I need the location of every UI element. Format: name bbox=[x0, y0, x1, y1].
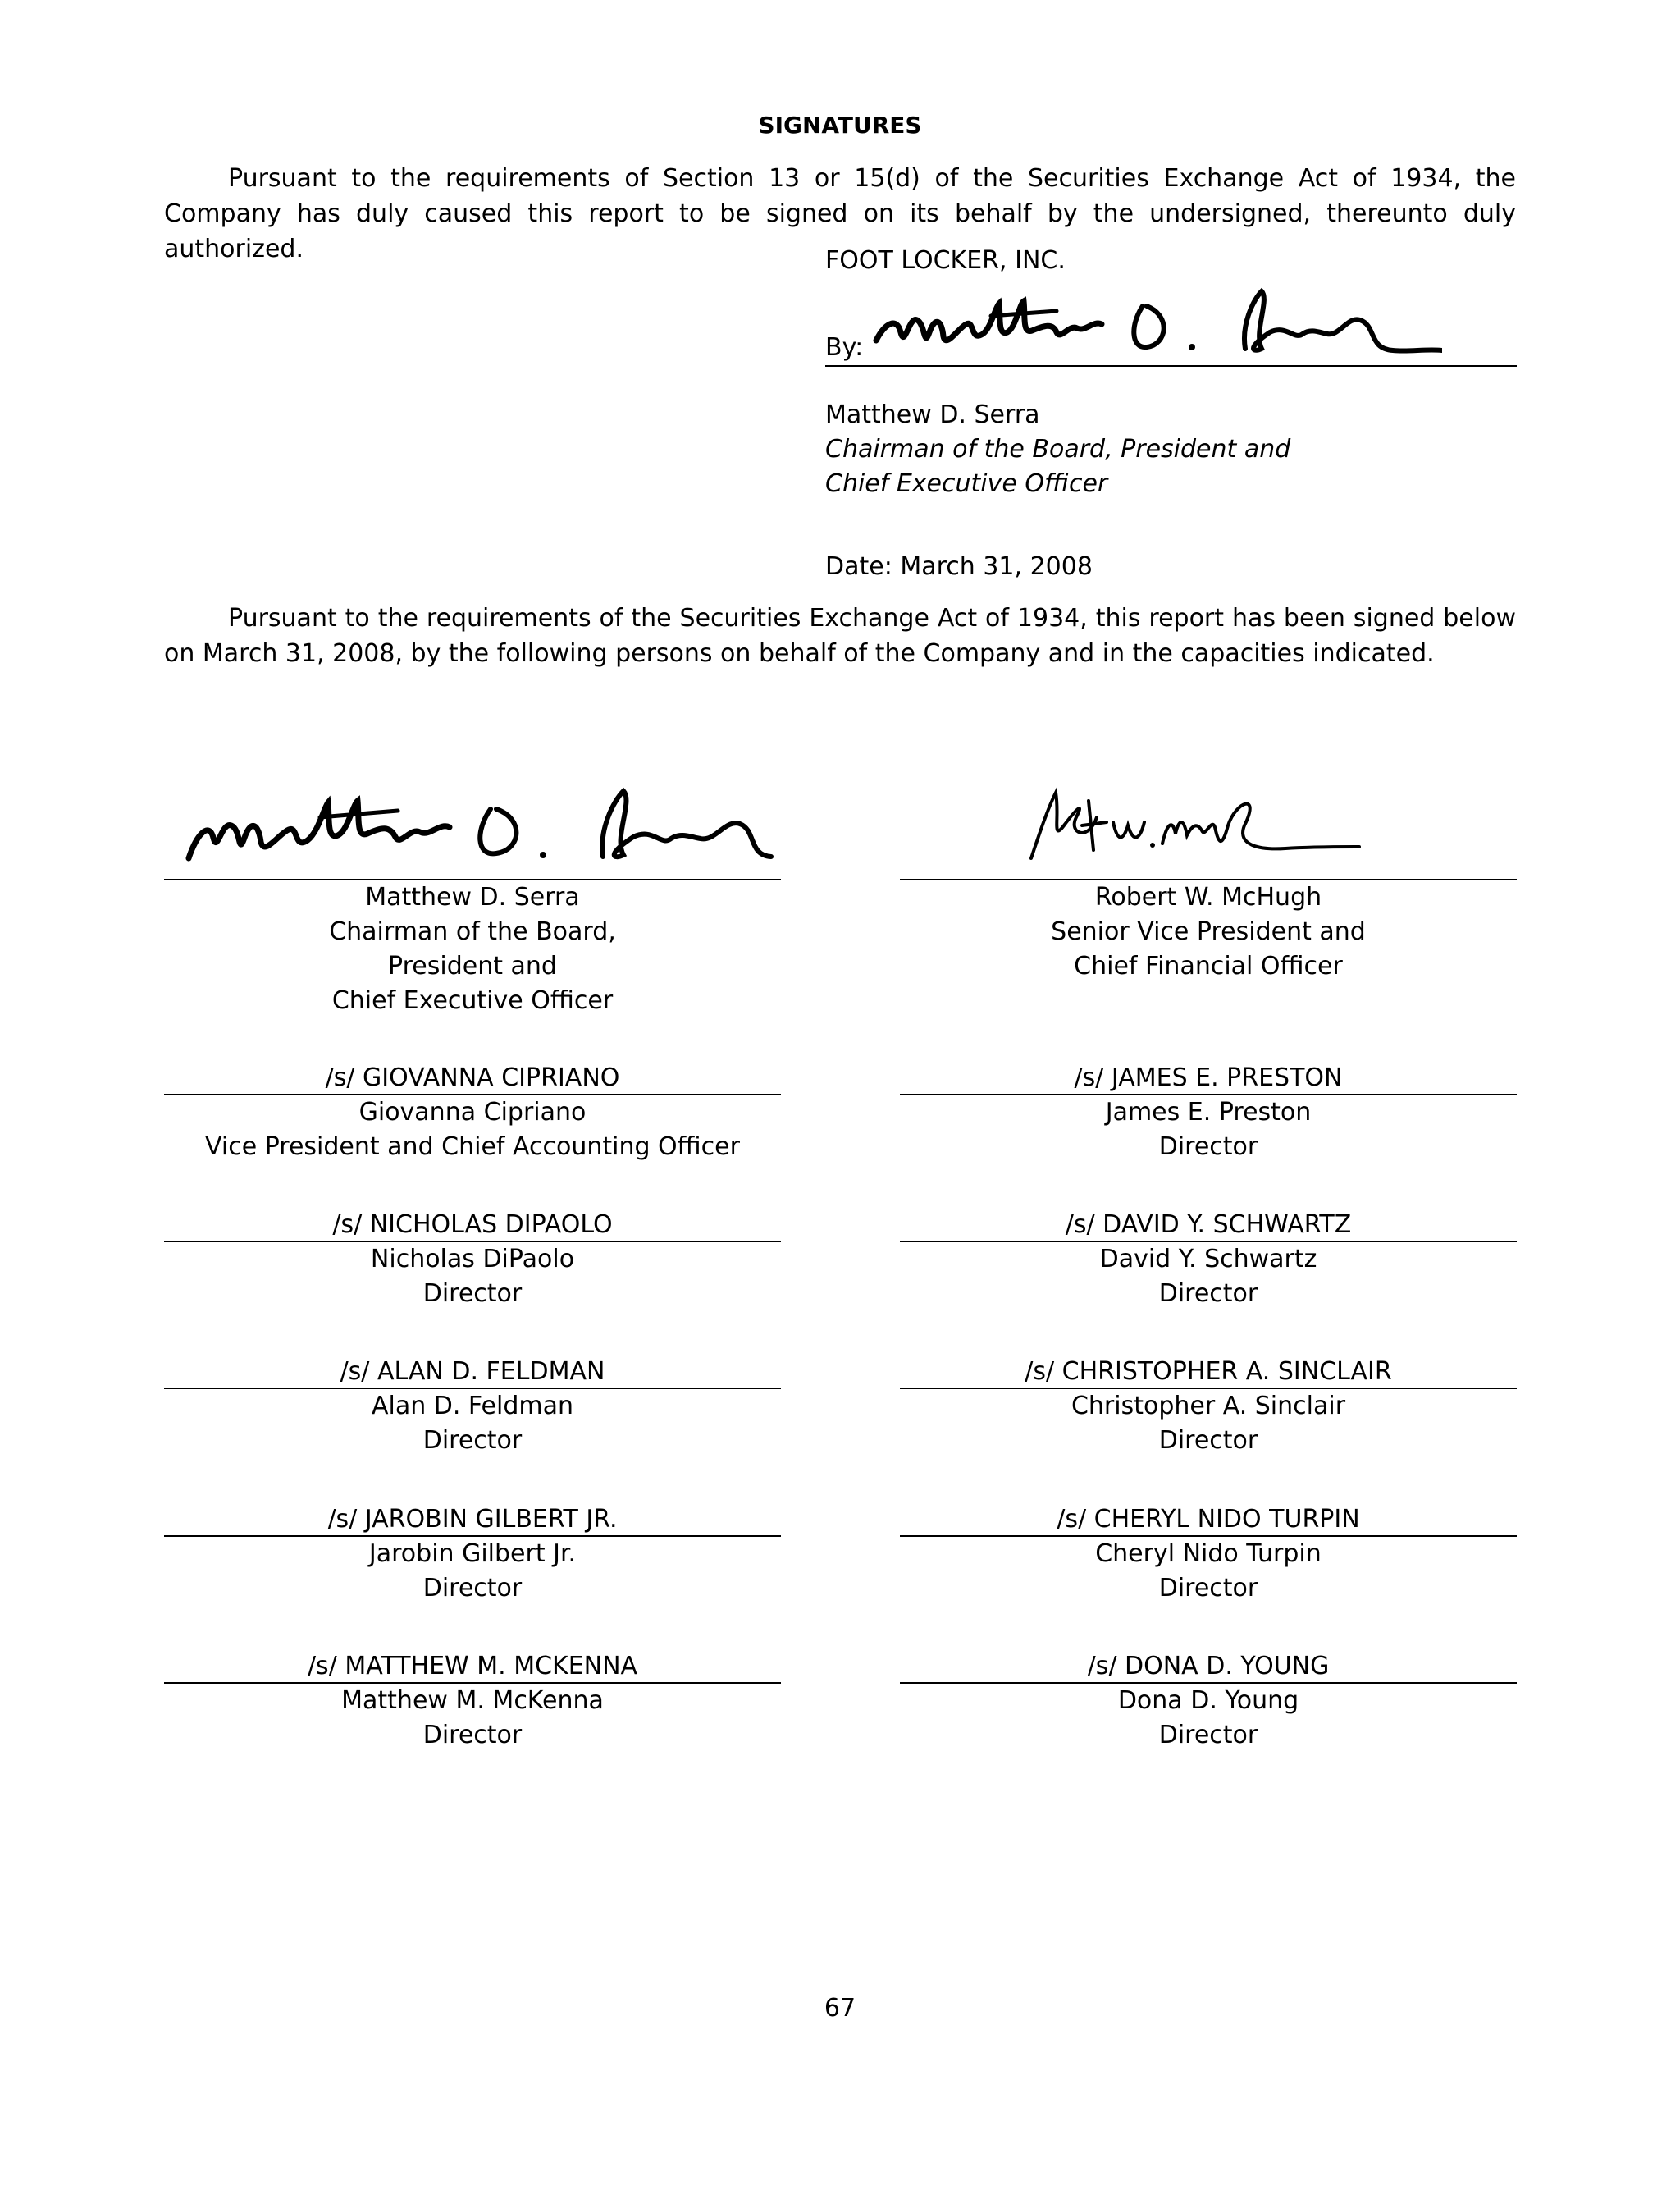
conformed-signature: /s/ MATTHEW M. MCKENNA bbox=[164, 1649, 781, 1684]
signer-title: Vice President and Chief Accounting Officer bbox=[205, 1132, 740, 1161]
signer-name: Giovanna Cipriano bbox=[358, 1098, 587, 1127]
signer-title: Director bbox=[1158, 1279, 1258, 1308]
signature-block bbox=[164, 1061, 781, 1164]
signature-image-serra bbox=[164, 768, 781, 879]
conformed-signature: /s/ ALAN D. FELDMAN bbox=[164, 1355, 781, 1389]
signer-name: Robert W. McHugh bbox=[1094, 883, 1322, 912]
signer-title: Director bbox=[1158, 1721, 1258, 1749]
signer-title: Director bbox=[1158, 1132, 1258, 1161]
signer-name: Jarobin Gilbert Jr. bbox=[368, 1539, 577, 1568]
by-signature-line bbox=[825, 283, 1517, 367]
authorization-paragraph: Pursuant to the requirements of Section 13 or 15(d) of the Securities Exchange Act of 1934, the Company has duly caused this report to be signed on its behalf by the undersigned, thereunto duly authorized. bbox=[164, 164, 1516, 263]
signer-title: Chairman of the Board, bbox=[329, 917, 616, 946]
signer-details bbox=[164, 880, 781, 1018]
signer-title: Director bbox=[422, 1721, 523, 1749]
conformed-signature: /s/ JAROBIN GILBERT JR. bbox=[164, 1502, 781, 1537]
conformed-signature: /s/ CHRISTOPHER A. SINCLAIR bbox=[900, 1355, 1517, 1389]
signature-block bbox=[900, 1502, 1517, 1606]
signer-title: Senior Vice President and bbox=[1051, 917, 1366, 946]
page-title: SIGNATURES bbox=[758, 112, 922, 139]
signer-title: Director bbox=[1158, 1574, 1258, 1602]
signature-block bbox=[164, 1649, 781, 1753]
conformed-signature: /s/ JAMES E. PRESTON bbox=[900, 1061, 1517, 1095]
conformed-signature: /s/ NICHOLAS DIPAOLO bbox=[164, 1208, 781, 1242]
signer-title: Chief Executive Officer bbox=[331, 986, 614, 1015]
signer-details bbox=[900, 880, 1517, 984]
page-number: 67 bbox=[824, 1994, 856, 2023]
signer-name: Matthew M. McKenna bbox=[341, 1686, 604, 1715]
conformed-signature: /s/ DONA D. YOUNG bbox=[900, 1649, 1517, 1684]
signature-block bbox=[164, 1208, 781, 1311]
capacities-paragraph: Pursuant to the requirements of the Securities Exchange Act of 1934, this report has been signed below on March 31, 2008, by the following persons on behalf of the Company and in the capacities indicated. bbox=[164, 604, 1516, 668]
signer-title: Director bbox=[1158, 1426, 1258, 1455]
signer-name: Matthew D. Serra bbox=[825, 400, 1040, 429]
signer-name: Matthew D. Serra bbox=[365, 883, 580, 912]
signer-name: Dona D. Young bbox=[1117, 1686, 1299, 1715]
signature-line bbox=[164, 768, 781, 880]
signer-name: Nicholas DiPaolo bbox=[370, 1245, 575, 1273]
signature-block-mchugh bbox=[900, 768, 1517, 984]
signer-title: Director bbox=[422, 1279, 523, 1308]
signature-line bbox=[900, 768, 1517, 880]
conformed-signature: /s/ CHERYL NIDO TURPIN bbox=[900, 1502, 1517, 1537]
signer-title-line2: Chief Executive Officer bbox=[825, 469, 1108, 498]
signer-name: Christopher A. Sinclair bbox=[1071, 1392, 1346, 1420]
signature-block bbox=[900, 1355, 1517, 1458]
signer-title-line1: Chairman of the Board, President and bbox=[825, 435, 1291, 464]
signature-block bbox=[164, 1355, 781, 1458]
signature-block bbox=[900, 1208, 1517, 1311]
signature-image-serra bbox=[868, 283, 1442, 365]
signer-name: Cheryl Nido Turpin bbox=[1095, 1539, 1322, 1568]
signer-name: James E. Preston bbox=[1105, 1098, 1312, 1127]
signer-title: President and bbox=[388, 952, 557, 981]
signature-block-serra bbox=[164, 768, 781, 1018]
signature-block bbox=[900, 1061, 1517, 1164]
signer-name: David Y. Schwartz bbox=[1099, 1245, 1317, 1273]
signature-image-mchugh bbox=[900, 768, 1517, 879]
conformed-signature: /s/ DAVID Y. SCHWARTZ bbox=[900, 1208, 1517, 1242]
company-name: FOOT LOCKER, INC. bbox=[825, 246, 1066, 275]
signer-title: Director bbox=[422, 1426, 523, 1455]
by-label: By: bbox=[825, 333, 864, 362]
signer-title: Director bbox=[422, 1574, 523, 1602]
signer-block bbox=[825, 398, 1290, 501]
signer-name: Alan D. Feldman bbox=[371, 1392, 574, 1420]
signature-date: Date: March 31, 2008 bbox=[825, 552, 1093, 581]
signature-block bbox=[900, 1649, 1517, 1753]
signature-block bbox=[164, 1502, 781, 1606]
conformed-signature: /s/ GIOVANNA CIPRIANO bbox=[164, 1061, 781, 1095]
signer-title: Chief Financial Officer bbox=[1074, 952, 1343, 981]
